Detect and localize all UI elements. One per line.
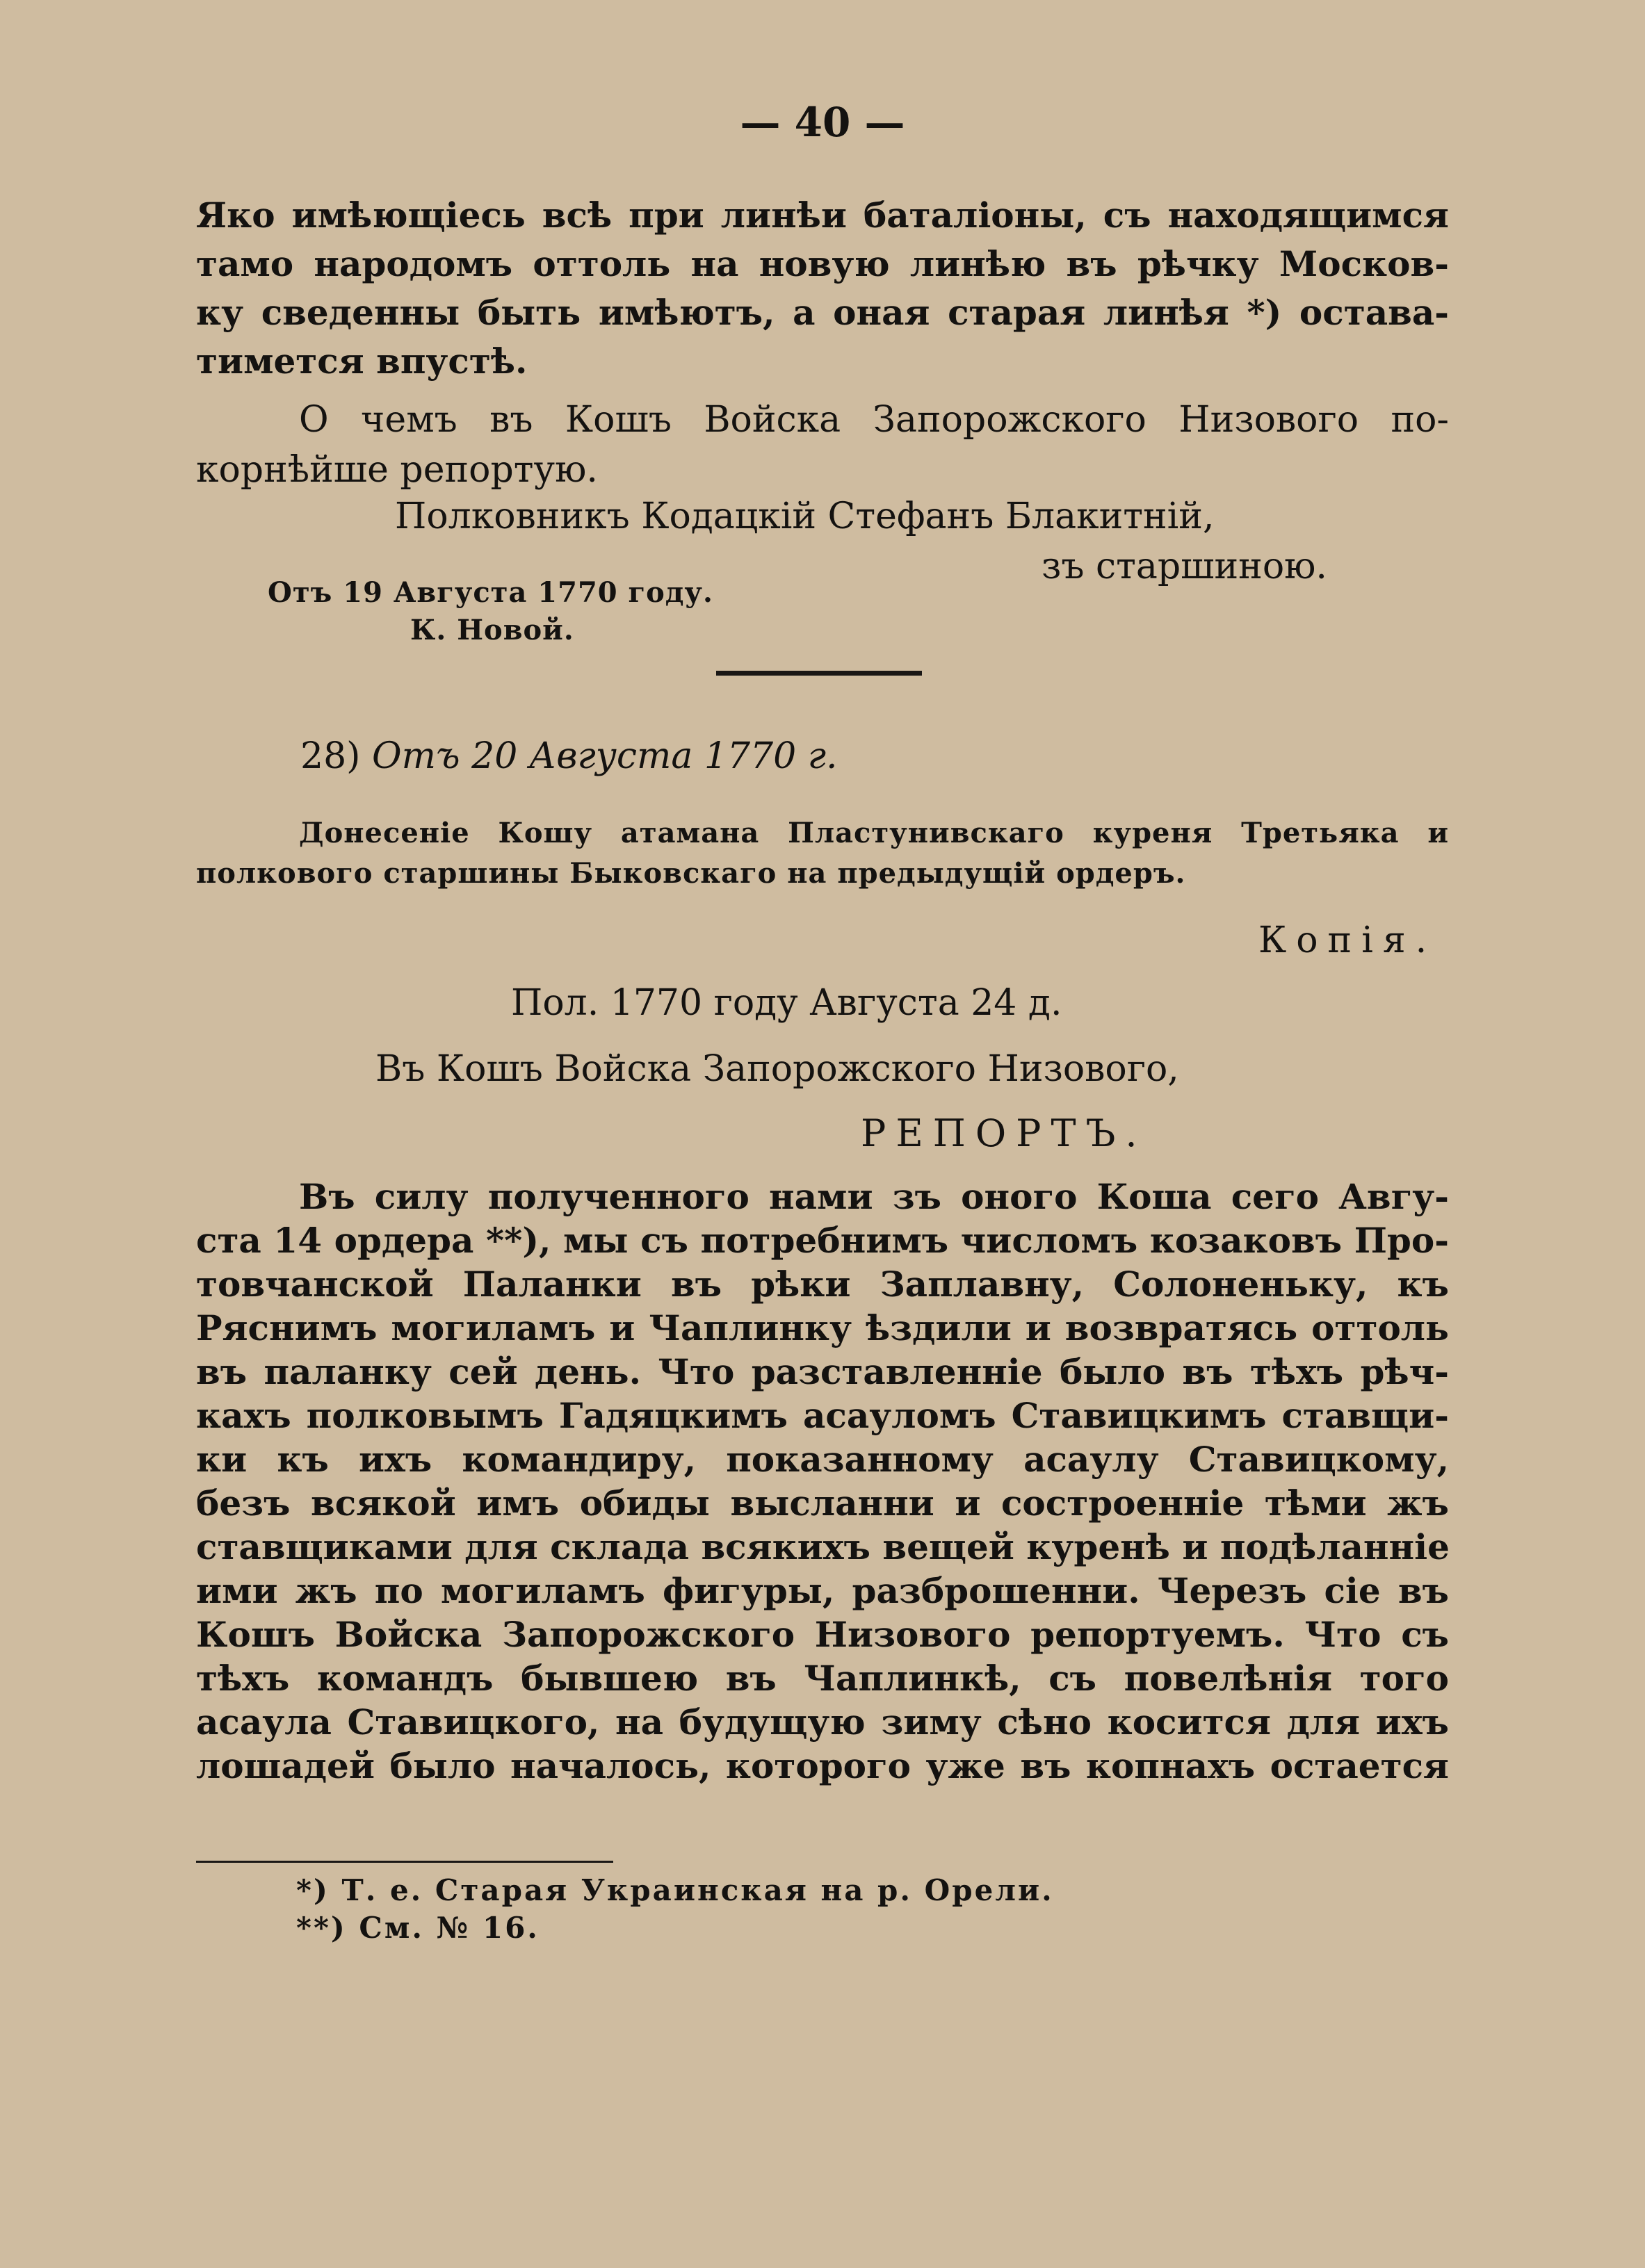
text-line: тимется впустѣ. bbox=[196, 341, 528, 382]
copy-mark: Копія. bbox=[1258, 920, 1437, 961]
text-line: ими жъ по могиламъ фигуры, разброшенни. Черезъ сіе въ bbox=[196, 1570, 1449, 1611]
text-line: въ паланку сей день. Что разставленніе было въ тѣхъ рѣч- bbox=[196, 1351, 1449, 1392]
page-number: — 40 — bbox=[740, 99, 905, 146]
section-number: 28) bbox=[300, 735, 361, 777]
signature-line-1: Полковникъ Кодацкій Стефанъ Блакитній, bbox=[395, 496, 1215, 537]
section-title: Отъ 20 Августа 1770 г. bbox=[372, 735, 838, 777]
received-date: Пол. 1770 году Августа 24 д. bbox=[511, 982, 1062, 1024]
text-line: Ряснимъ могиламъ и Чаплинку ѣздили и возвратясь оттоль bbox=[196, 1307, 1449, 1348]
text-line: ку сведенны быть имѣютъ, а оная старая линѣя *) остава- bbox=[196, 292, 1449, 333]
text-line: О чемъ въ Кошъ Войска Запорожского Низового по- bbox=[299, 399, 1449, 441]
addressee: Въ Кошъ Войска Запорожского Низового, bbox=[375, 1048, 1179, 1090]
text-line: Кошъ Войска Запорожского Низового репортуемъ. Что съ bbox=[196, 1614, 1449, 1655]
text-line: лошадей было началось, которого уже въ копнахъ остается bbox=[196, 1745, 1449, 1786]
text-line: корнѣйше репортую. bbox=[196, 449, 598, 491]
text-line: ста 14 ордера **), мы съ потребнимъ числомъ козаковъ Про- bbox=[196, 1220, 1449, 1261]
text-line: кахъ полковымъ Гадяцкимъ асауломъ Ставицкимъ ставщи- bbox=[196, 1395, 1449, 1436]
paragraph-1 bbox=[196, 191, 1449, 386]
text-line: Яко имѣющіесь всѣ при линѣи баталіоны, съ находящимся bbox=[196, 195, 1449, 236]
text-line: полкового старшины Быковскаго на предыдущій ордеръ. bbox=[196, 857, 1186, 890]
text-line: тѣхъ командъ бывшею въ Чаплинкѣ, съ повелѣнія того bbox=[196, 1658, 1449, 1699]
text-line: ставщиками для склада всякихъ вещей куренѣ и подѣланніе bbox=[196, 1526, 1450, 1567]
section-heading bbox=[300, 731, 838, 781]
place-line: К. Новой. bbox=[410, 614, 574, 646]
signature-line-2: зъ старшиною. bbox=[1042, 546, 1327, 587]
text-line: безъ всякой имъ обиды высланни и состроенніе тѣми жъ bbox=[196, 1483, 1449, 1524]
paragraph-2 bbox=[196, 395, 1449, 495]
main-text bbox=[196, 1175, 1449, 1788]
footnote-2: **) См. № 16. bbox=[296, 1911, 540, 1945]
footnote-1: *) Т. е. Старая Украинская на р. Орели. bbox=[296, 1873, 1054, 1907]
text-line: Въ силу полученного нами зъ оного Коша сего Авгу- bbox=[299, 1176, 1449, 1217]
text-line: Донесеніе Кошу атамана Пластунивскаго куреня Третьяка и bbox=[299, 817, 1449, 849]
footnote-separator bbox=[196, 1861, 613, 1863]
text-line: асаула Ставицкого, на будущую зиму сѣно косится для ихъ bbox=[196, 1702, 1449, 1743]
summary bbox=[196, 813, 1449, 894]
report-title: РЕПОРТЪ. bbox=[861, 1111, 1147, 1155]
text-line: ки къ ихъ командиру, показанному асаулу Ставицкому, bbox=[196, 1439, 1449, 1480]
date-line: Отъ 19 Августа 1770 году. bbox=[268, 576, 713, 609]
text-line: товчанской Паланки въ рѣки Заплавну, Солоненьку, къ bbox=[196, 1264, 1449, 1305]
section-divider bbox=[716, 671, 922, 676]
text-line: тамо народомъ оттоль на новую линѣю въ рѣчку Москов- bbox=[196, 243, 1449, 284]
